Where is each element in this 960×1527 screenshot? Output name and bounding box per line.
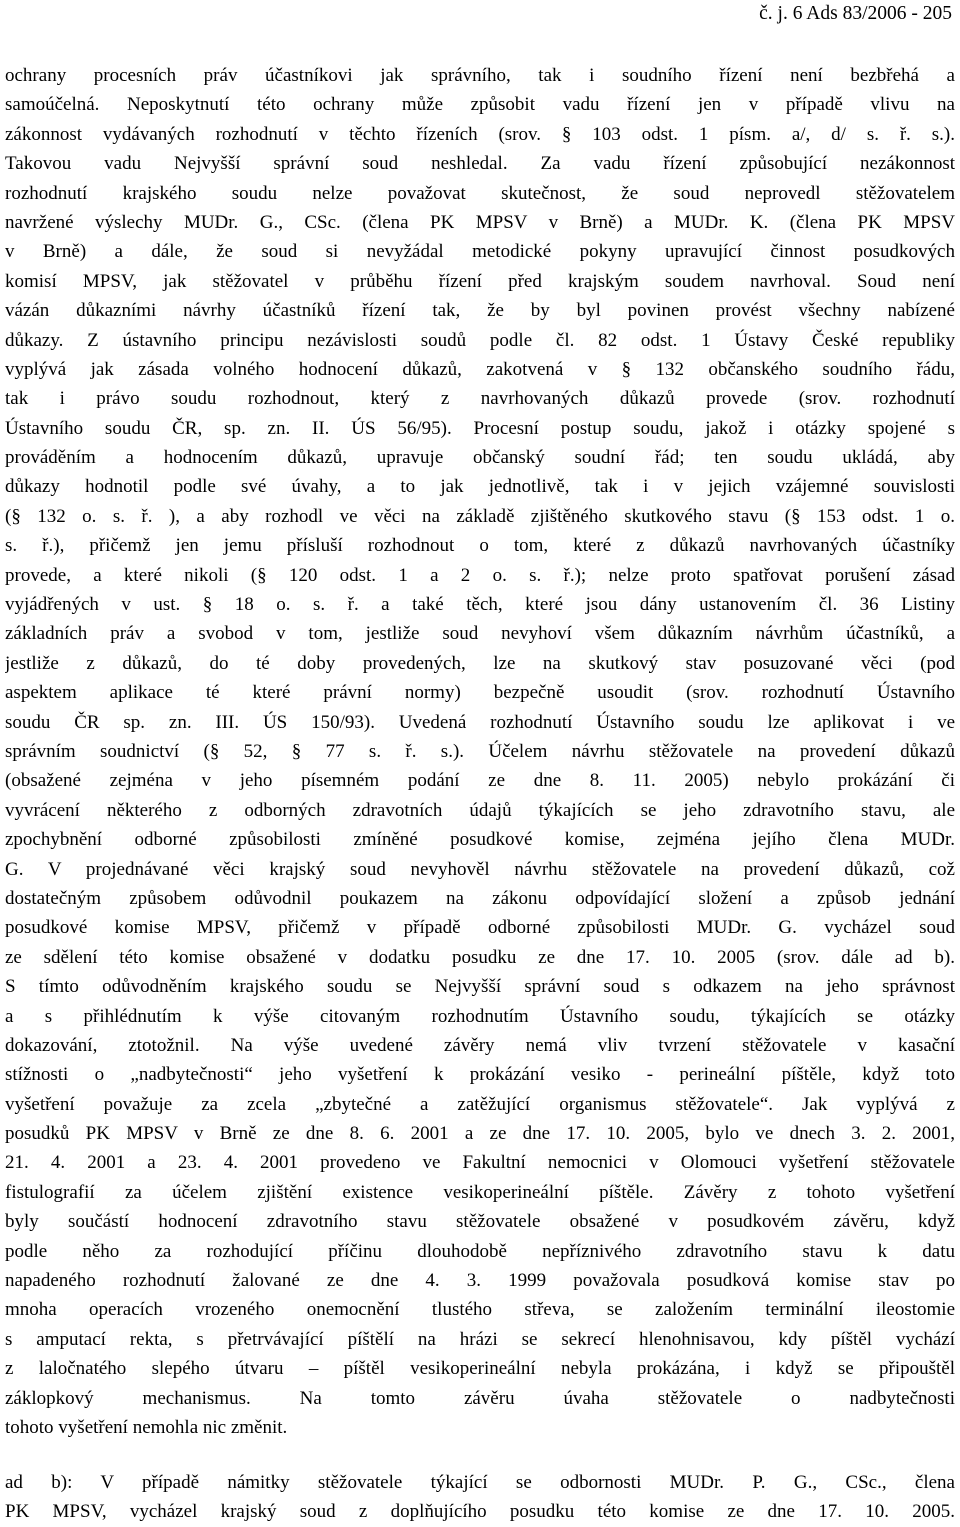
text-line: komisí MPSV, jak stěžovatel v průběhu řízení před krajským soudem navrhoval. Soud není (5, 270, 955, 292)
text-line: byly součástí hodnocení zdravotního stavu stěžovatele obsažené v posudkovém závěru, když (5, 1211, 955, 1233)
text-line: tohoto vyšetření nemohla nic změnit. (5, 1416, 288, 1438)
text-line: v Brně) a dále, že soud si nevyžádal metodické pokyny upravující činnost posudkových (5, 241, 955, 263)
text-line: dostatečným způsobem odůvodnil poukazem na zákonu odpovídající složení a způsob jednání (5, 887, 955, 909)
text-line: vyplývá jak zásada volného hodnocení důkazů, zakotvená v § 132 občanského soudního řádu, (5, 358, 955, 380)
text-line: ochrany procesních práv účastníkovi jak správního, tak i soudního řízení není bezbřehá a (5, 65, 955, 86)
text-line: Ústavního soudu ČR, sp. zn. II. ÚS 56/95). Procesní postup soudu, jakož i otázky spojené s (5, 417, 955, 439)
text-line: podle něho za rozhodující příčinu dlouhodobě nepříznivého zdravotního stavu k datu (5, 1240, 955, 1262)
text-line: důkazy. Z ústavního principu nezávislosti soudů podle čl. 82 odst. 1 Ústavy České republiky (5, 329, 955, 351)
text-line: 21. 4. 2001 a 23. 4. 2001 provedeno ve Fakultní nemocnici v Olomouci vyšetření stěžovatele (5, 1152, 955, 1174)
text-line: navržené výslechy MUDr. G., CSc. (člena PK MPSV v Brně) a MUDr. K. (člena PK MPSV (5, 211, 955, 233)
paragraph-ad-b (5, 1468, 955, 1527)
text-line: fistulografií za účelem zjištění existence vesikoperineální píštěle. Závěry z tohoto vyšetření (5, 1181, 955, 1203)
text-line: S tímto odůvodněním krajského soudu se Nejvyšší správní soud s odkazem na jeho správnost (5, 976, 955, 998)
text-line: napadeného rozhodnutí žalované ze dne 4. 3. 1999 považovala posudková komise stav po (5, 1270, 955, 1292)
text-line: soudu ČR sp. zn. III. ÚS 150/93). Uvedená rozhodnutí Ústavního soudu lze aplikovat i ve (5, 711, 955, 733)
text-line: Takovou vadu Nejvyšší správní soud neshledal. Za vadu řízení způsobující nezákonnost (5, 153, 955, 175)
case-number-header: č. j. 6 Ads 83/2006 - 205 (759, 3, 952, 24)
text-line: jestliže z důkazů, do té doby provedených, lze na skutkový stav posuzované věci (pod (5, 652, 955, 674)
text-line: G. V projednávané věci krajský soud nevyhověl návrhu stěžovatele na provedení důkazů, což (5, 858, 955, 880)
text-line: (§ 132 o. s. ř. ), a aby rozhodl ve věci na základě zjištěného skutkového stavu (§ 153 odst. 1 o. (5, 505, 955, 527)
text-line: zpochybnění odborné způsobilosti zmíněné posudkové komise, zejména jejího člena MUDr. (5, 829, 955, 851)
text-line: provede, a které nikoli (§ 120 odst. 1 a 2 o. s. ř.); nelze proto spatřovat porušení zásad (5, 564, 955, 586)
text-line: správním soudnictví (§ 52, § 77 s. ř. s.). Účelem návrhu stěžovatele na provedení důkazů (5, 740, 955, 762)
text-line: vázán důkazními návrhy účastníků řízení tak, že by byl povinen provést všechny nabízené (5, 300, 955, 322)
text-line: s. ř.), přičemž jen jemu přísluší rozhodnout o tom, které z důkazů navrhovaných účastníky (5, 535, 955, 557)
text-line: s amputací rekta, s přetrvávající píštělí na hrázi se sekrecí hlenohnisavou, kdy píštěl vychází (5, 1328, 955, 1350)
text-line: posudků PK MPSV v Brně ze dne 8. 6. 2001 a ze dne 17. 10. 2005, bylo ve dnech 3. 2. 2001, (5, 1123, 955, 1145)
text-line: prováděním a hodnocením důkazů, upravuje občanský soudní řád; ten soudu ukládá, aby (5, 447, 955, 469)
text-line: ad b): V případě námitky stěžovatele týkající se odbornosti MUDr. P. G., CSc., člena (5, 1472, 955, 1493)
text-line: záklopkový mechanismus. Na tomto závěru úvaha stěžovatele o nadbytečnosti (5, 1387, 955, 1409)
text-line: stížnosti o „nadbytečnosti“ jeho vyšetření k prokázání vesiko - perineální píštěle, když toto (5, 1064, 955, 1086)
text-line: vyvrácení některého z odborných zdravotních údajů týkajících se jeho zdravotního stavu, ale (5, 799, 955, 821)
text-line: tak i právo soudu rozhodnout, který z navrhovaných důkazů provede (srov. rozhodnutí (5, 388, 955, 410)
text-line: vyšetření považuje za zcela „zbytečné a zatěžující organismus stěžovatele“. Jak vyplývá z (5, 1093, 955, 1115)
text-line: PK MPSV, vycházel krajský soud z doplňujícího posudku této komise ze dne 17. 10. 2005. (5, 1501, 955, 1523)
text-line: posudkové komise MPSV, přičemž v případě odborné způsobilosti MUDr. G. vycházel soud (5, 917, 955, 939)
paragraph-main (5, 61, 955, 1442)
text-line: z laločnatého slepého útvaru – píštěl vesikoperineální nebyla prokázána, i když se připouštěl (5, 1358, 955, 1380)
text-line: a s přihlédnutím k výše citovaným rozhodnutím Ústavního soudu, týkajících se otázky (5, 1005, 955, 1027)
text-line: zákonnost vydávaných rozhodnutí v těchto řízeních (srov. § 103 odst. 1 písm. a/, d/ s. ř. s.). (5, 123, 955, 145)
text-line: rozhodnutí krajského soudu nelze považovat skutečnost, že soud neprovedl stěžovatelem (5, 182, 955, 204)
text-line: samoúčelná. Neposkytnutí této ochrany může způsobit vadu řízení jen v případě vlivu na (5, 94, 955, 116)
text-line: aspektem aplikace té které právní normy) bezpečně usoudit (srov. rozhodnutí Ústavního (5, 682, 955, 704)
text-line: dokazování, ztotožnil. Na výše uvedené závěry nemá vliv tvrzení stěžovatele v kasační (5, 1034, 955, 1056)
text-line: důkazy hodnotil podle své úvahy, a to jak jednotlivě, tak i v jejich vzájemné souvislosti (5, 476, 955, 498)
text-line: ze sdělení této komise obsažené v dodatku posudku ze dne 17. 10. 2005 (srov. dále ad b). (5, 946, 955, 968)
text-line: (obsažené zejména v jeho písemném podání ze dne 8. 11. 2005) nebylo prokázání či (5, 770, 955, 792)
text-line: základních práv a svobod v tom, jestliže soud nevyhoví všem důkazním návrhům účastníků, a (5, 623, 955, 645)
text-line: vyjádřených v ust. § 18 o. s. ř. a také těch, které jsou dány ustanovením čl. 36 Listiny (5, 594, 955, 616)
text-line: mnoha operacích vrozeného onemocnění tlustého střeva, se založením terminální ileostomie (5, 1299, 955, 1321)
